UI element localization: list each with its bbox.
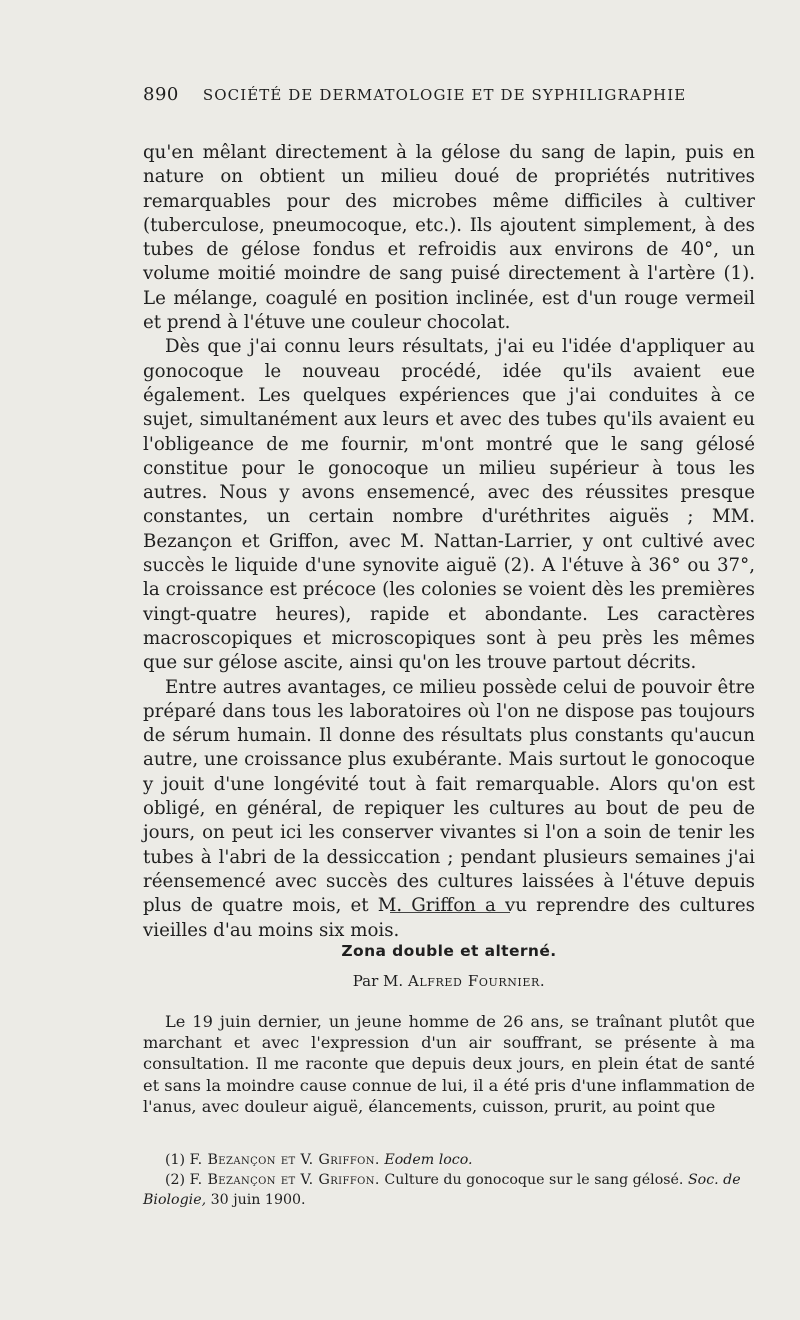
byline <box>143 972 755 990</box>
article-text <box>143 1011 755 1117</box>
author-name: Alfred Fournier. <box>407 972 546 990</box>
footnote-authors: F. Bezançon et V. Griffon. <box>189 1172 380 1188</box>
paragraph: qu'en mêlant directement à la gélose du sang de lapin, puis en nature on obtient un milieu doué de propriétés nutritives remarquables pour des microbes même difficiles à cultiver (tuberculose, pneumocoque, etc.). Ils ajoutent simplement, à des tubes de gélose fondus et refroidis aux environs de 40°, un volume moitié moindre de sang puisé directement à l'artère (1). Le mélange, coagulé en position inclinée, est d'un rouge vermeil et prend à l'étuve une couleur chocolat. <box>143 142 755 334</box>
footnote-authors: F. Bezançon et V. Griffon. <box>189 1152 380 1168</box>
footnote-source: Eodem loco. <box>384 1152 473 1168</box>
footnote-marker: (1) <box>165 1152 186 1168</box>
section-divider <box>390 912 510 913</box>
paragraph: Le 19 juin dernier, un jeune homme de 26 ans, se traînant plutôt que marchant et avec l'expression d'un air souffrant, se présente à ma consultation. Il me raconte que depuis deux jours, en plein état de santé et sans la moindre cause connue de lui, il a été pris d'une inflammation de l'anus, avec douleur aiguë, élancements, cuisson, prurit, au point que <box>143 1012 755 1116</box>
footnote-date: 30 juin 1900. <box>210 1192 306 1208</box>
footnote-source: Soc. de Biologie, <box>143 1172 741 1208</box>
footnote-marker: (2) <box>165 1172 186 1188</box>
page-header <box>143 84 755 105</box>
running-title: SOCIÉTÉ DE DERMATOLOGIE ET DE SYPHILIGRAPHIE <box>202 86 687 104</box>
body-text <box>143 141 755 943</box>
footnote-text: Culture du gonocoque sur le sang gélosé. <box>384 1172 684 1188</box>
footnotes <box>143 1150 755 1210</box>
footnote <box>143 1170 755 1210</box>
paragraph: Entre autres avantages, ce milieu possède celui de pouvoir être préparé dans tous les laboratoires où l'on ne dispose pas toujours de sérum humain. Il donne des résultats plus constants qu'aucun autre, une croissance plus exubérante. Mais surtout le gonocoque y jouit d'une longévité tout à fait remarquable. Alors qu'on est obligé, en général, de repiquer les cultures au bout de peu de jours, on peut ici les conserver vivantes si l'on a soin de tenir les tubes à l'abri de la dessiccation ; pendant plusieurs semaines j'ai réensemencé avec succès des cultures laissées à l'étuve depuis plus de quatre mois, et M. Griffon a vu reprendre des cultures vieilles d'au moins six mois. <box>143 676 755 941</box>
paragraph: Dès que j'ai connu leurs résultats, j'ai eu l'idée d'appliquer au gonocoque le nouveau procédé, idée qu'ils avaient eue également. Les quelques expériences que j'ai conduites à ce sujet, simultanément aux leurs et avec des tubes qu'ils avaient eu l'obligeance de me fournir, m'ont montré que le sang gélosé constitue pour le gonocoque un milieu supérieur à tous les autres. Nous y avons ensemencé, avec des réussites presque constantes, un certain nombre d'uréthrites aiguës ; MM. Bezançon et Griffon, avec M. Nattan-Larrier, y ont cultivé avec succès le liquide d'une synovite aiguë (2). A l'étuve à 36° ou 37°, la croissance est précoce (les colonies se voient dès les premières vingt-quatre heures), rapide et abondante. Les caractères macroscopiques et microscopiques sont à peu près les mêmes que sur gélose ascite, ainsi qu'on les trouve partout décrits. <box>143 336 755 674</box>
article-title: Zona double et alterné. <box>341 942 557 960</box>
byline-prefix: Par M. <box>352 972 404 990</box>
page-number: 890 <box>143 84 179 105</box>
footnote <box>143 1150 755 1170</box>
